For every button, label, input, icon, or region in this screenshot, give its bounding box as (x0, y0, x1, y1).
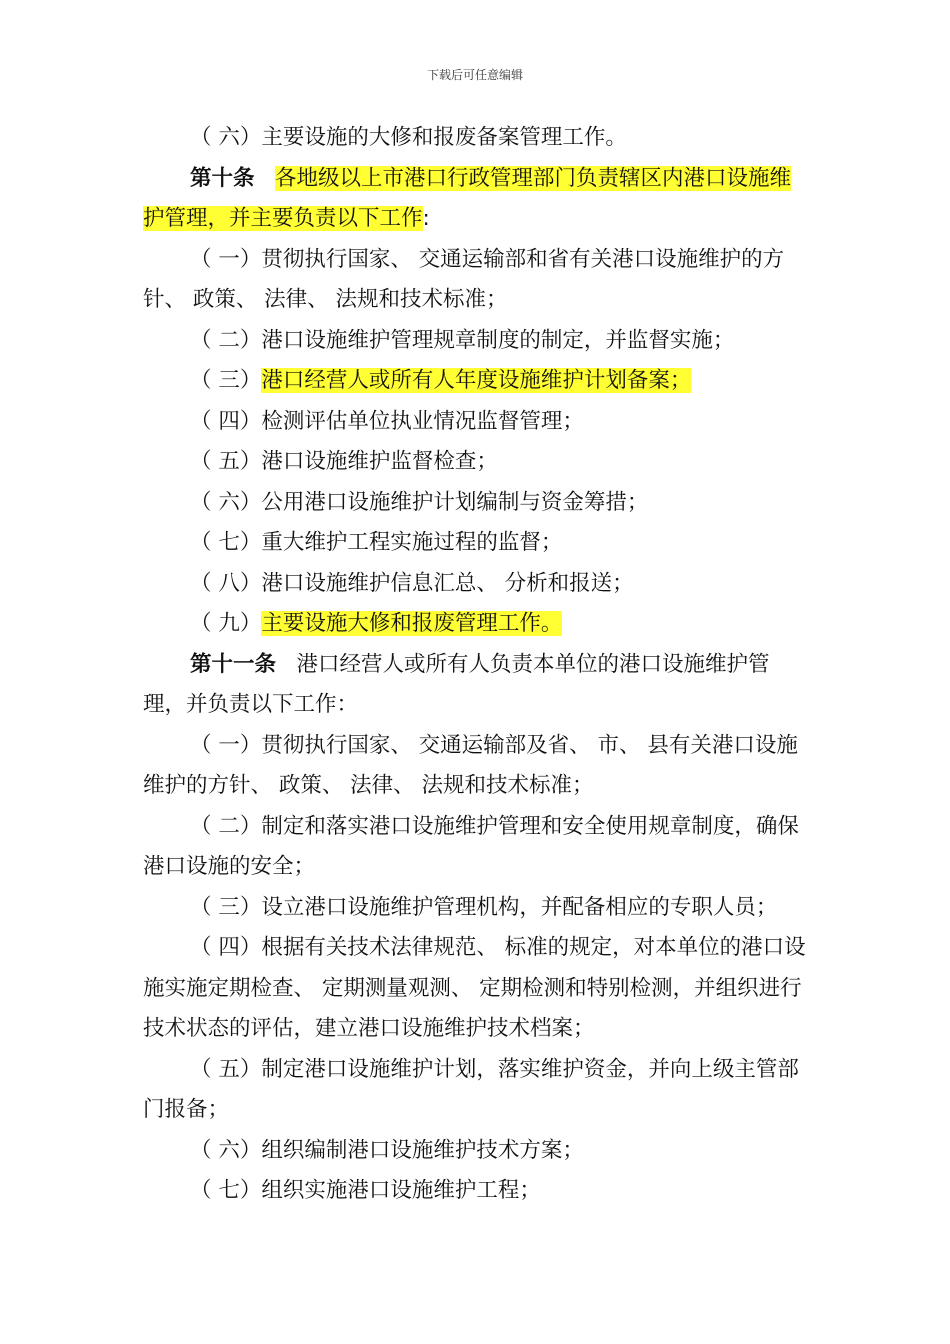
item-text: 贯彻执行国家、 交通运输部及省、 市、 县有关港口设施维护的方针、 政策、 法律、 法规和技术标准； (143, 732, 798, 798)
item-number: （ 六） (190, 1137, 262, 1163)
highlighted-text: 主要设施大修和报废管理工作。 (261, 611, 563, 636)
item-number: （ 二） (190, 327, 262, 353)
item-number: （ 一） (190, 732, 262, 758)
item-number: （ 一） (190, 246, 262, 272)
item-text: 设立港口设施维护管理机构，并配备相应的专职人员； (261, 894, 778, 920)
list-item (143, 321, 808, 362)
item-number: （ 五） (190, 449, 262, 474)
item-text: 根据有关技术法律规范、 标准的规定，对本单位的港口设施实施定期检查、 定期测量观测、 定期检测和特别检测，并组织进行技术状态的评估，建立港口设施维护技术档案； (143, 935, 806, 1041)
item-number: （ 七） (190, 1178, 262, 1203)
list-item (143, 726, 808, 807)
list-item (143, 442, 808, 483)
article-heading: 第十条 (190, 165, 255, 191)
list-item (143, 604, 808, 645)
list-item (143, 523, 808, 564)
item-text: 制定港口设施维护计划，落实维护资金，并向上级主管部门报备； (143, 1056, 799, 1122)
list-item (143, 888, 808, 929)
paragraph-item (143, 118, 808, 159)
list-item (143, 1131, 808, 1172)
item-number: （ 二） (190, 813, 262, 839)
item-text: 贯彻执行国家、 交通运输部和省有关港口设施维护的方针、 政策、 法律、 法规和技术标准； (143, 246, 785, 312)
item-number: （ 六） (190, 125, 262, 150)
item-number: （ 三） (190, 368, 262, 393)
article-colon: : (422, 206, 430, 231)
item-number: （ 四） (190, 408, 262, 434)
item-text: 港口设施维护监督检查； (261, 449, 498, 474)
document-body (143, 118, 808, 1212)
item-text: 检测评估单位执业情况监督管理； (261, 408, 584, 434)
item-text: 主要设施的大修和报废备案管理工作。 (261, 125, 627, 150)
list-item (143, 1050, 808, 1131)
item-number: （ 五） (190, 1056, 262, 1082)
list-item (143, 928, 808, 1050)
list-item (143, 1171, 808, 1212)
item-number: （ 八） (190, 570, 262, 596)
item-text: 制定和落实港口设施维护管理和安全使用规章制度，确保港口设施的安全； (143, 813, 799, 879)
item-number: （ 六） (190, 489, 262, 515)
article-10 (143, 159, 808, 240)
page-header: 下载后可任意编辑 (426, 68, 523, 82)
list-item (143, 361, 808, 402)
highlighted-text: 各地级以上市港口行政管理部门负责辖区内港口设施维护管理，并主要负责以下工作 (143, 165, 792, 231)
item-number: （ 三） (190, 894, 262, 920)
item-text: 组织编制港口设施维护技术方案； (261, 1137, 584, 1163)
item-number: （ 七） (190, 530, 262, 555)
article-text: 港口经营人或所有人负责本单位的港口设施维护管理，并负责以下工作： (143, 651, 770, 717)
item-number: （ 九） (190, 611, 262, 636)
list-item (143, 807, 808, 888)
highlighted-text: 港口经营人或所有人年度设施维护计划备案； (261, 368, 692, 393)
list-item (143, 483, 808, 524)
list-item (143, 564, 808, 605)
item-text: 组织实施港口设施维护工程； (261, 1178, 541, 1203)
article-heading: 第十一条 (190, 651, 277, 677)
item-text: 港口设施维护管理规章制度的制定，并监督实施； (261, 327, 735, 353)
item-text: 港口设施维护信息汇总、 分析和报送； (261, 570, 634, 596)
item-text: 公用港口设施维护计划编制与资金筹措； (261, 489, 649, 515)
list-item (143, 240, 808, 321)
list-item (143, 402, 808, 443)
item-number: （ 四） (190, 935, 262, 960)
article-11 (143, 645, 808, 726)
item-text: 重大维护工程实施过程的监督； (261, 530, 563, 555)
